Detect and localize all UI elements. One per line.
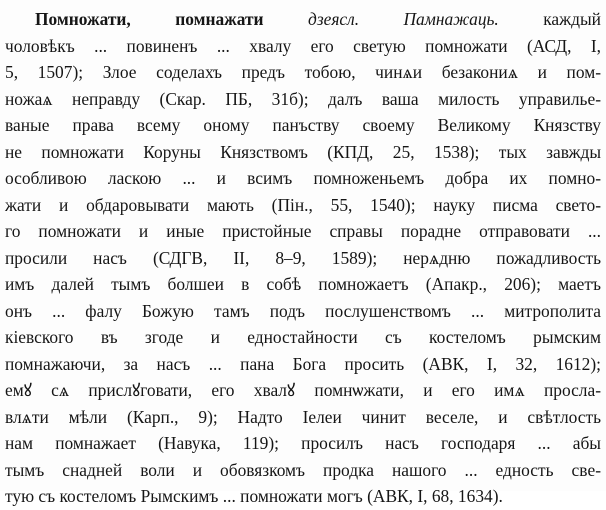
entry-line-text: каждый — [543, 9, 601, 29]
entry-variant-form: Памнажаць. — [403, 9, 499, 29]
dictionary-entry — [5, 6, 601, 510]
entry-line-7: особливою ласкою ... и всимъ помноженьемъ добра их помно- — [5, 168, 601, 188]
entry-line-18: тымъ снадней воли и обовязкомъ продка нашого ... едность свe- — [5, 459, 601, 480]
entry-line-15: емꙋ сѧ прислꙋговати, его хвалꙋ помнѡжати, и его имѧ просла- — [5, 380, 601, 400]
entry-headword: Помножати, помнажати — [35, 9, 264, 29]
entry-line-5: ваные права всему оному панъству своему Великому Князству — [5, 115, 601, 135]
entry-line-6: не помножати Коруны Князствомъ (КПД, 25, 1538); тых завжды — [5, 141, 601, 162]
entry-line-13: кіевского въ згоде и едностайности съ костеломъ рымским — [5, 327, 601, 347]
entry-line-19: тую съ костеломъ Рымскимъ ... помножати могъ (АВК, I, 68, 1634). — [5, 486, 503, 506]
entry-line-8: жати и обдаровывати мають (Пін., 55, 1540); науку писма свето- — [5, 194, 601, 215]
entry-line-10: просили насъ (СДГВ, II, 8–9, 1589); нерѧдню пожадливость — [5, 247, 601, 268]
entry-line-11: имъ далей тымъ болшеи в собѣ помножаетъ (Апакр., 206); маетъ — [5, 274, 601, 294]
entry-grammar-label: дзеясл. — [308, 9, 360, 29]
entry-line-14: помнажаючи, за насъ ... пана Бога просить (АВК, I, 32, 1612); — [5, 353, 601, 374]
entry-line-17: нам помнажает (Навука, 119); просилъ насъ господаря ... абы — [5, 433, 601, 453]
entry-line-1 — [5, 6, 601, 33]
entry-line-4: ножаѧ неправду (Скар. ПБ, 31б); далъ ваша милость управилье- — [5, 88, 601, 109]
entry-line-16: влѧти мѣли (Карп., 9); Надто Іелеи чинит веселе, и свѣтлость — [5, 406, 601, 427]
entry-line-12: онъ ... фалу Божую тамъ подъ послушенствомъ ... митрополита — [5, 300, 601, 321]
entry-line-2: чоловѣкъ ... повиненъ ... хвалу его светую помножати (АСД, I, — [5, 35, 601, 56]
entry-line-3: 5, 1507); Злое соделахъ предъ тобою, чинѧи безакониѧ и пом- — [5, 62, 601, 82]
entry-line-9: го помножати и иные пристойные справы порадне отправовати ... — [5, 221, 601, 241]
